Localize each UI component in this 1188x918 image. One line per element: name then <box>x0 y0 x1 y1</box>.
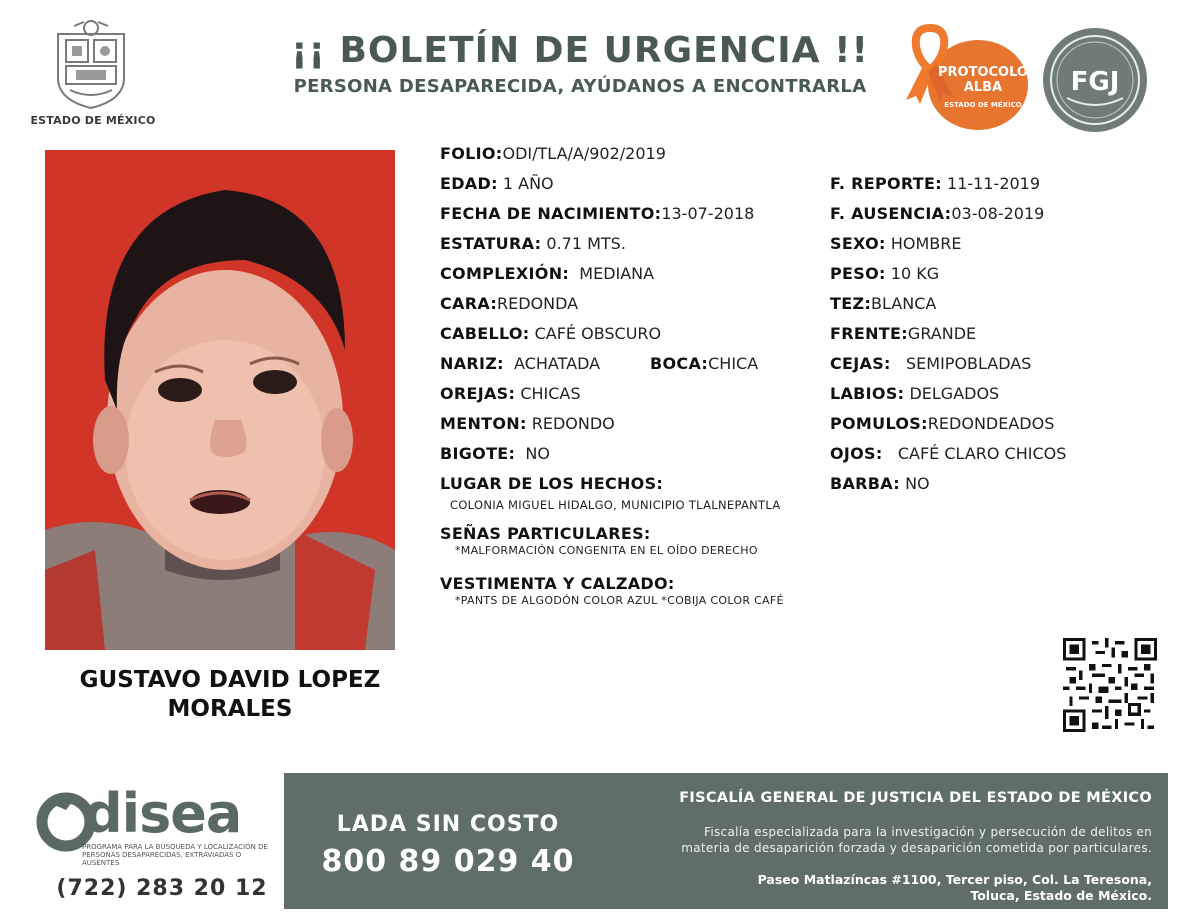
field-boca: BOCA:CHICA <box>650 354 759 373</box>
fiscalia-description <box>600 824 1152 856</box>
fiscalia-desc-line2: materia de desaparición forzada y desaparición cometida por particulares. <box>681 841 1152 855</box>
field-folio: FOLIO:ODI/TLA/A/902/2019 <box>440 144 666 163</box>
alba-line1: PROTOCOLO <box>938 65 1028 80</box>
field-labios: LABIOS: DELGADOS <box>830 384 1000 403</box>
field-ojos: OJOS: CAFÉ CLARO CHICOS <box>830 444 1067 463</box>
field-nariz: NARIZ: ACHATADA <box>440 354 601 373</box>
field-nacimiento: FECHA DE NACIMIENTO:13-07-2018 <box>440 204 755 223</box>
field-reporte: F. REPORTE: 11-11-2019 <box>830 174 1041 193</box>
lada-number: 800 89 029 40 <box>321 844 575 879</box>
field-pomulos: POMULOS:REDONDEADOS <box>830 414 1055 433</box>
alba-line2: ALBA <box>963 80 1003 95</box>
field-lugar-value: COLONIA MIGUEL HIDALGO, MUNICIPIO TLALNEPANTLA <box>450 498 781 512</box>
field-ausencia: F. AUSENCIA:03-08-2019 <box>830 204 1045 223</box>
estado-seal-icon <box>46 18 136 110</box>
qr-code <box>1063 638 1157 732</box>
fgj-seal <box>1041 26 1149 134</box>
field-vestimenta-label: VESTIMENTA Y CALZADO: <box>440 574 675 593</box>
field-edad: EDAD: 1 AÑO <box>440 174 554 193</box>
fiscalia-desc-line1: Fiscalía especializada para la investigación y persecución de delitos en <box>704 825 1152 839</box>
fgj-label: FGJ <box>1070 67 1120 97</box>
field-frente: FRENTE:GRANDE <box>830 324 977 343</box>
odisea-wordmark: disea <box>84 782 242 845</box>
field-cabello: CABELLO: CAFÉ OBSCURO <box>440 324 662 343</box>
field-peso: PESO: 10 KG <box>830 264 940 283</box>
field-tez: TEZ:BLANCA <box>830 294 937 313</box>
field-senas-value: *MALFORMACIÓN CONGENITA EN EL OÍDO DERECHO <box>455 544 758 557</box>
field-vestimenta-value: *PANTS DE ALGODÓN COLOR AZUL *COBIJA COLOR CAFÉ <box>455 594 784 607</box>
page-title: ¡¡ BOLETÍN DE URGENCIA !! <box>291 30 869 71</box>
fiscalia-address <box>600 872 1152 904</box>
person-name-line1: GUSTAVO DAVID LOPEZ <box>79 667 381 693</box>
field-cara: CARA:REDONDA <box>440 294 579 313</box>
field-barba: BARBA: NO <box>830 474 930 493</box>
field-senas-label: SEÑAS PARTICULARES: <box>440 524 651 543</box>
field-lugar-label: LUGAR DE LOS HECHOS: <box>440 474 664 493</box>
page-subtitle: PERSONA DESAPARECIDA, AYÚDANOS A ENCONTRARLA <box>293 76 867 97</box>
person-name-line2: MORALES <box>167 696 293 722</box>
address-line2: Toluca, Estado de México. <box>970 888 1152 903</box>
person-photo <box>45 150 395 650</box>
address-line1: Paseo Matlazíncas #1100, Tercer piso, Col. La Teresona, <box>757 872 1152 887</box>
field-orejas: OREJAS: CHICAS <box>440 384 581 403</box>
odisea-description: PROGRAMA PARA LA BÚSQUEDA Y LOCALIZACIÓN DE PERSONAS DESAPARECIDAS, EXTRAVIADAS O AUSENTES <box>82 843 268 867</box>
odisea-phone: (722) 283 20 12 <box>56 876 268 901</box>
fiscalia-title: FISCALÍA GENERAL DE JUSTICIA DEL ESTADO DE MÉXICO <box>679 790 1152 806</box>
person-name <box>40 666 420 724</box>
field-sexo: SEXO: HOMBRE <box>830 234 962 253</box>
estado-label: ESTADO DE MÉXICO <box>30 114 156 127</box>
field-complexion: COMPLEXIÓN: MEDIANA <box>440 264 655 283</box>
field-menton: MENTON: REDONDO <box>440 414 615 433</box>
alba-line3: ESTADO DE MÉXICO <box>944 101 1022 109</box>
lada-label: LADA SIN COSTO <box>336 812 560 837</box>
field-cejas: CEJAS: SEMIPOBLADAS <box>830 354 1032 373</box>
field-estatura: ESTATURA: 0.71 MTS. <box>440 234 626 253</box>
field-bigote: BIGOTE: NO <box>440 444 550 463</box>
